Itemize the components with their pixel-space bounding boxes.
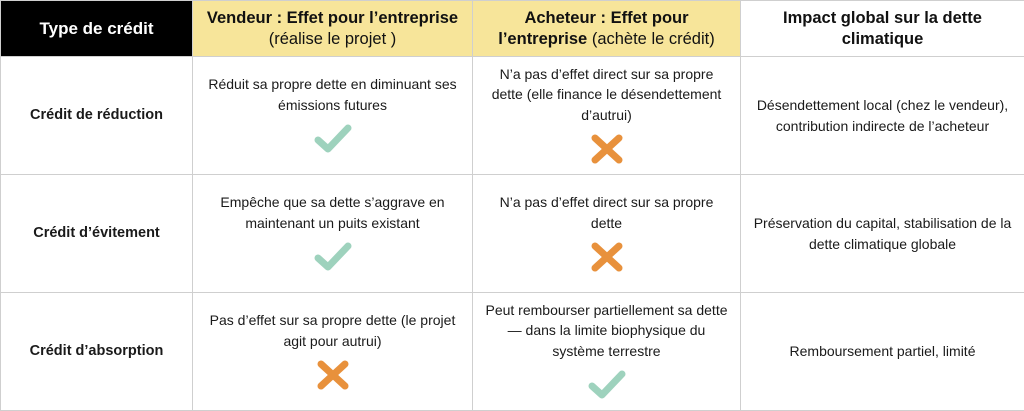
cell-vendeur-text: Pas d’effet sur sa propre dette (le projet agit pour autrui) <box>209 312 456 349</box>
cell-type: Crédit d’évitement <box>1 175 193 293</box>
table-header <box>1 1 1024 57</box>
column-header-vendeur-normal: (réalise le projet ) <box>268 29 397 48</box>
cell-acheteur <box>473 57 741 175</box>
cell-acheteur <box>473 293 741 411</box>
check-icon <box>203 241 462 275</box>
cell-impact: Remboursement partiel, limité <box>741 293 1024 411</box>
cell-vendeur <box>193 175 473 293</box>
table-body <box>1 57 1024 411</box>
cell-acheteur-text: N’a pas d’effet direct sur sa propre dette <box>499 194 714 231</box>
check-icon <box>203 123 462 157</box>
cell-vendeur-text: Empêche que sa dette s’aggrave en maintenant un puits existant <box>220 194 445 231</box>
table-row <box>1 175 1024 293</box>
cell-impact: Désendettement local (chez le vendeur), contribution indirecte de l’acheteur <box>741 57 1024 175</box>
cell-vendeur <box>193 57 473 175</box>
cell-impact: Préservation du capital, stabilisation de la dette climatique globale <box>741 175 1024 293</box>
column-header-acheteur-normal: (achète le crédit) <box>591 29 715 48</box>
header-row <box>1 1 1024 57</box>
column-header-vendeur-bold: Vendeur : Effet pour l’entreprise <box>206 8 459 27</box>
check-icon <box>483 369 730 403</box>
cell-type: Crédit de réduction <box>1 57 193 175</box>
cell-acheteur-text: Peut rembourser partiellement sa dette — dans la limite biophysique du système terrestre <box>485 302 728 359</box>
table-row <box>1 57 1024 175</box>
cell-acheteur-text: N’a pas d’effet direct sur sa propre dette (elle finance le désendettement d’autrui) <box>491 66 722 123</box>
column-header-acheteur-bold: Acheteur : Effet pour l’entreprise <box>498 8 689 48</box>
column-header-acheteur <box>473 1 741 57</box>
column-header-type: Type de crédit <box>1 1 193 57</box>
column-header-impact: Impact global sur la dette climatique <box>741 1 1024 57</box>
cell-vendeur <box>193 293 473 411</box>
cell-acheteur <box>473 175 741 293</box>
cell-type: Crédit d’absorption <box>1 293 193 411</box>
column-header-vendeur <box>193 1 473 57</box>
table-row <box>1 293 1024 411</box>
cell-vendeur-text: Réduit sa propre dette en diminuant ses émissions futures <box>208 76 457 113</box>
cross-icon <box>483 241 730 275</box>
cross-icon <box>483 133 730 167</box>
cross-icon <box>203 359 462 393</box>
